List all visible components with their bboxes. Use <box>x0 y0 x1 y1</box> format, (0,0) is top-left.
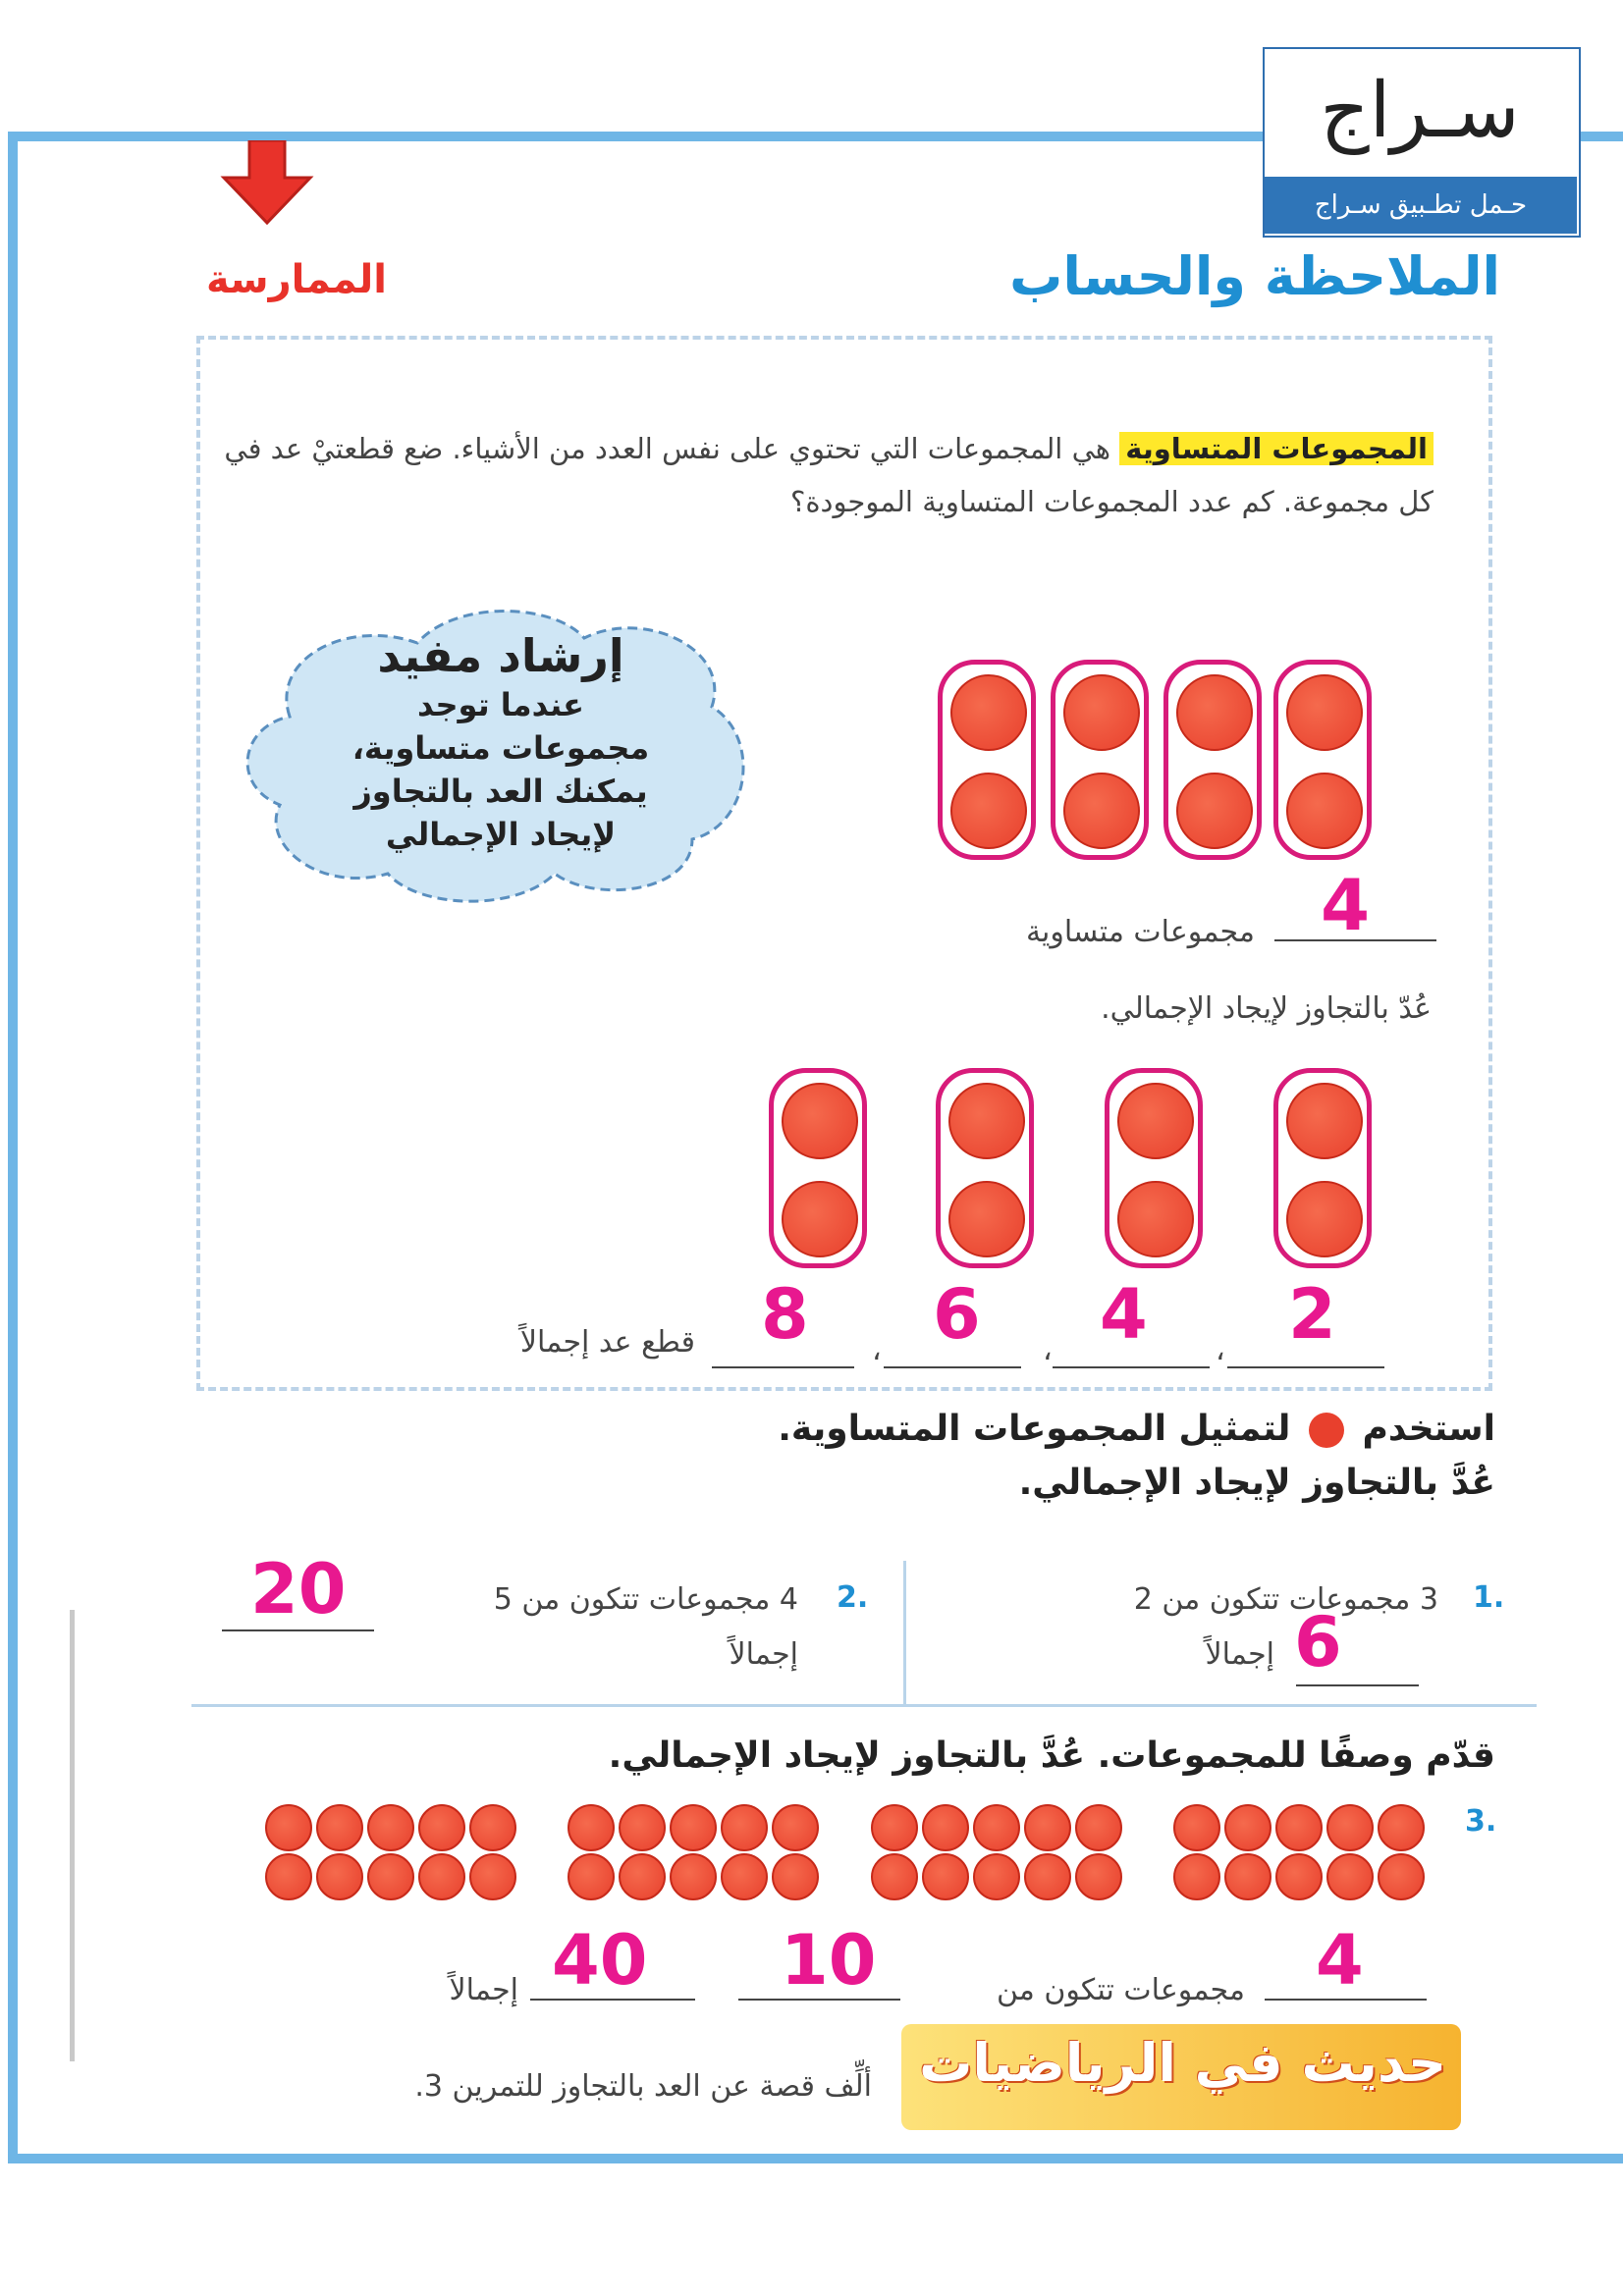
counter-icon <box>1176 773 1253 849</box>
exercise-2-total-label: إجمالاً <box>729 1637 798 1672</box>
side-copyright-strip <box>65 1610 81 2061</box>
counter-icon <box>265 1853 312 1900</box>
counter-icon <box>469 1853 516 1900</box>
answer-line <box>1053 1366 1210 1368</box>
counter-icon <box>1063 773 1140 849</box>
counter-icon <box>619 1804 666 1851</box>
counter-icon <box>1275 1804 1323 1851</box>
instruction-represent: لتمثيل المجموعات المتساوية. <box>778 1409 1291 1449</box>
talk-text: ألِّف قصة عن العد بالتجاوز للتمرين 3. <box>414 2069 872 2104</box>
counter-icon <box>1286 674 1363 751</box>
counter-icon <box>948 1181 1025 1257</box>
practice-label: الممارسة <box>206 257 388 302</box>
counter-icon <box>871 1853 918 1900</box>
hint-line-1: عندما توجد <box>417 686 584 723</box>
equal-group-loop <box>1273 660 1372 860</box>
row-divider <box>191 1704 1537 1707</box>
comma: ، <box>1216 1333 1225 1367</box>
exercise-1-number: 1. <box>1473 1580 1505 1615</box>
column-divider <box>903 1561 906 1706</box>
counter-icon <box>1326 1804 1374 1851</box>
exercise-1-answer: 6 <box>1294 1602 1342 1682</box>
arrow-down-icon <box>220 140 314 225</box>
counter-icon <box>1378 1804 1425 1851</box>
equal-group-loop <box>1105 1068 1203 1268</box>
counter-icon <box>265 1804 312 1851</box>
exercise-3-number: 3. <box>1465 1804 1497 1839</box>
equal-group-loop <box>938 660 1036 860</box>
counter-icon <box>922 1804 969 1851</box>
comma: ، <box>872 1333 882 1367</box>
instruction-line-1 <box>778 1409 1495 1449</box>
exercise-3-groups-answer: 4 <box>1316 1920 1364 2001</box>
exercise-2-answer: 20 <box>250 1549 347 1629</box>
skip-count-answer-4: 8 <box>761 1274 809 1355</box>
exercise-1-total-label: إجمالاً <box>1205 1637 1274 1672</box>
counter-icon <box>922 1853 969 1900</box>
exercise-2-number: 2. <box>837 1580 869 1615</box>
counter-icon <box>1224 1804 1271 1851</box>
counter-icon <box>469 1804 516 1851</box>
hint-line-4: لإيجاد الإجمالي <box>385 816 617 853</box>
counter-icon <box>619 1853 666 1900</box>
hint-line-3: يمكنك العد بالتجاوز <box>353 773 648 810</box>
exercise-2-text: 4 مجموعات تتكون من 5 <box>493 1582 798 1617</box>
counter-icon <box>973 1853 1020 1900</box>
counter-icon <box>871 1804 918 1851</box>
answer-line[interactable] <box>738 1999 900 2001</box>
counter-icon <box>782 1083 858 1159</box>
counter-icon <box>973 1804 1020 1851</box>
counter-icon <box>1286 1083 1363 1159</box>
counter-icon <box>1224 1853 1271 1900</box>
example1-label: مجموعات متساوية <box>1025 915 1255 949</box>
instruction-line-2: عُدَّ بالتجاوز لإيجاد الإجمالي. <box>1018 1463 1495 1503</box>
logo-tagline[interactable]: حـمل تطـبيق سـراج <box>1265 177 1577 234</box>
counter-icon <box>950 773 1027 849</box>
counter-icon <box>568 1853 615 1900</box>
answer-line <box>712 1366 854 1368</box>
counter-icon <box>418 1804 465 1851</box>
instruction-use: استخدم <box>1362 1409 1495 1449</box>
counter-icon <box>721 1853 768 1900</box>
skip-count-answer-2: 4 <box>1100 1274 1148 1355</box>
counter-icon <box>1173 1804 1220 1851</box>
equal-group-loop <box>1051 660 1149 860</box>
answer-line[interactable] <box>1296 1684 1419 1686</box>
counter-icon <box>1024 1804 1071 1851</box>
exercise-1-text: 3 مجموعات تتكون من 2 <box>1133 1582 1438 1617</box>
counter-icon <box>367 1853 414 1900</box>
counter-icon <box>721 1804 768 1851</box>
exercise-3-groups-text: مجموعات تتكون من <box>996 1973 1245 2007</box>
example2-instruction: عُدّ بالتجاوز لإيجاد الإجمالي. <box>1101 991 1432 1026</box>
counter-icon <box>1309 1413 1344 1448</box>
intro-text: هي المجموعات التي تحتوي على نفس العدد من الأشياء. ضع قطعتيْ عد في كل مجموعة. كم عدد المجموعات المتساوية الموجودة؟ <box>224 432 1434 518</box>
answer-line[interactable] <box>222 1629 374 1631</box>
example1-answer: 4 <box>1321 864 1371 946</box>
comma: ، <box>1043 1333 1053 1367</box>
counter-icon <box>772 1853 819 1900</box>
counter-icon <box>1326 1853 1374 1900</box>
answer-line <box>1227 1366 1384 1368</box>
counter-icon <box>1075 1853 1122 1900</box>
logo-name: سـراج <box>1320 67 1520 155</box>
page-frame-left <box>8 132 18 2163</box>
counter-icon <box>1286 773 1363 849</box>
skip-count-answer-1: 2 <box>1288 1274 1336 1355</box>
counter-icon <box>1075 1804 1122 1851</box>
counter-icon <box>1286 1181 1363 1257</box>
hint-title: إرشاد مفيد <box>377 629 624 682</box>
counter-icon <box>316 1804 363 1851</box>
counter-icon <box>950 674 1027 751</box>
counter-icon <box>948 1083 1025 1159</box>
counter-icon <box>1024 1853 1071 1900</box>
counter-icon <box>670 1853 717 1900</box>
counter-icon <box>1275 1853 1323 1900</box>
counter-icon <box>1378 1853 1425 1900</box>
skip-count-answer-3: 6 <box>933 1274 981 1355</box>
example2-total-label: قطع عد إجمالاً <box>519 1325 695 1360</box>
exercise-3-prompt: قدّم وصفًا للمجموعات. عُدَّ بالتجاوز لإيجاد الإجمالي. <box>608 1735 1495 1776</box>
highlighted-term: المجموعات المتساوية <box>1119 432 1434 465</box>
answer-line <box>884 1366 1021 1368</box>
counter-icon <box>1173 1853 1220 1900</box>
hint-cloud <box>265 628 736 856</box>
counter-icon <box>1117 1181 1194 1257</box>
counter-icon <box>418 1853 465 1900</box>
exercise-3-size-answer: 10 <box>781 1920 877 2001</box>
page-frame-bottom <box>8 2154 1623 2163</box>
counter-icon <box>782 1181 858 1257</box>
equal-group-loop <box>936 1068 1034 1268</box>
counter-icon <box>316 1853 363 1900</box>
counter-icon <box>772 1804 819 1851</box>
hint-line-2: مجموعات متساوية، <box>352 729 650 767</box>
intro-paragraph <box>196 422 1434 528</box>
exercise-3-total-answer: 40 <box>552 1920 648 2001</box>
answer-line[interactable] <box>1265 1999 1427 2001</box>
page-title: الملاحظة والحساب <box>1009 245 1500 307</box>
exercise-3-total-label: إجمالاً <box>449 1973 518 2007</box>
counter-icon <box>568 1804 615 1851</box>
equal-group-loop <box>1163 660 1262 860</box>
counter-icon <box>670 1804 717 1851</box>
answer-line[interactable] <box>530 1999 695 2001</box>
talk-title: حديث في الرياضيات <box>919 2032 1446 2094</box>
equal-group-loop <box>1273 1068 1372 1268</box>
counter-icon <box>367 1804 414 1851</box>
answer-line <box>1274 939 1436 941</box>
counter-icon <box>1176 674 1253 751</box>
counter-icon <box>1063 674 1140 751</box>
counter-icon <box>1117 1083 1194 1159</box>
equal-group-loop <box>769 1068 867 1268</box>
